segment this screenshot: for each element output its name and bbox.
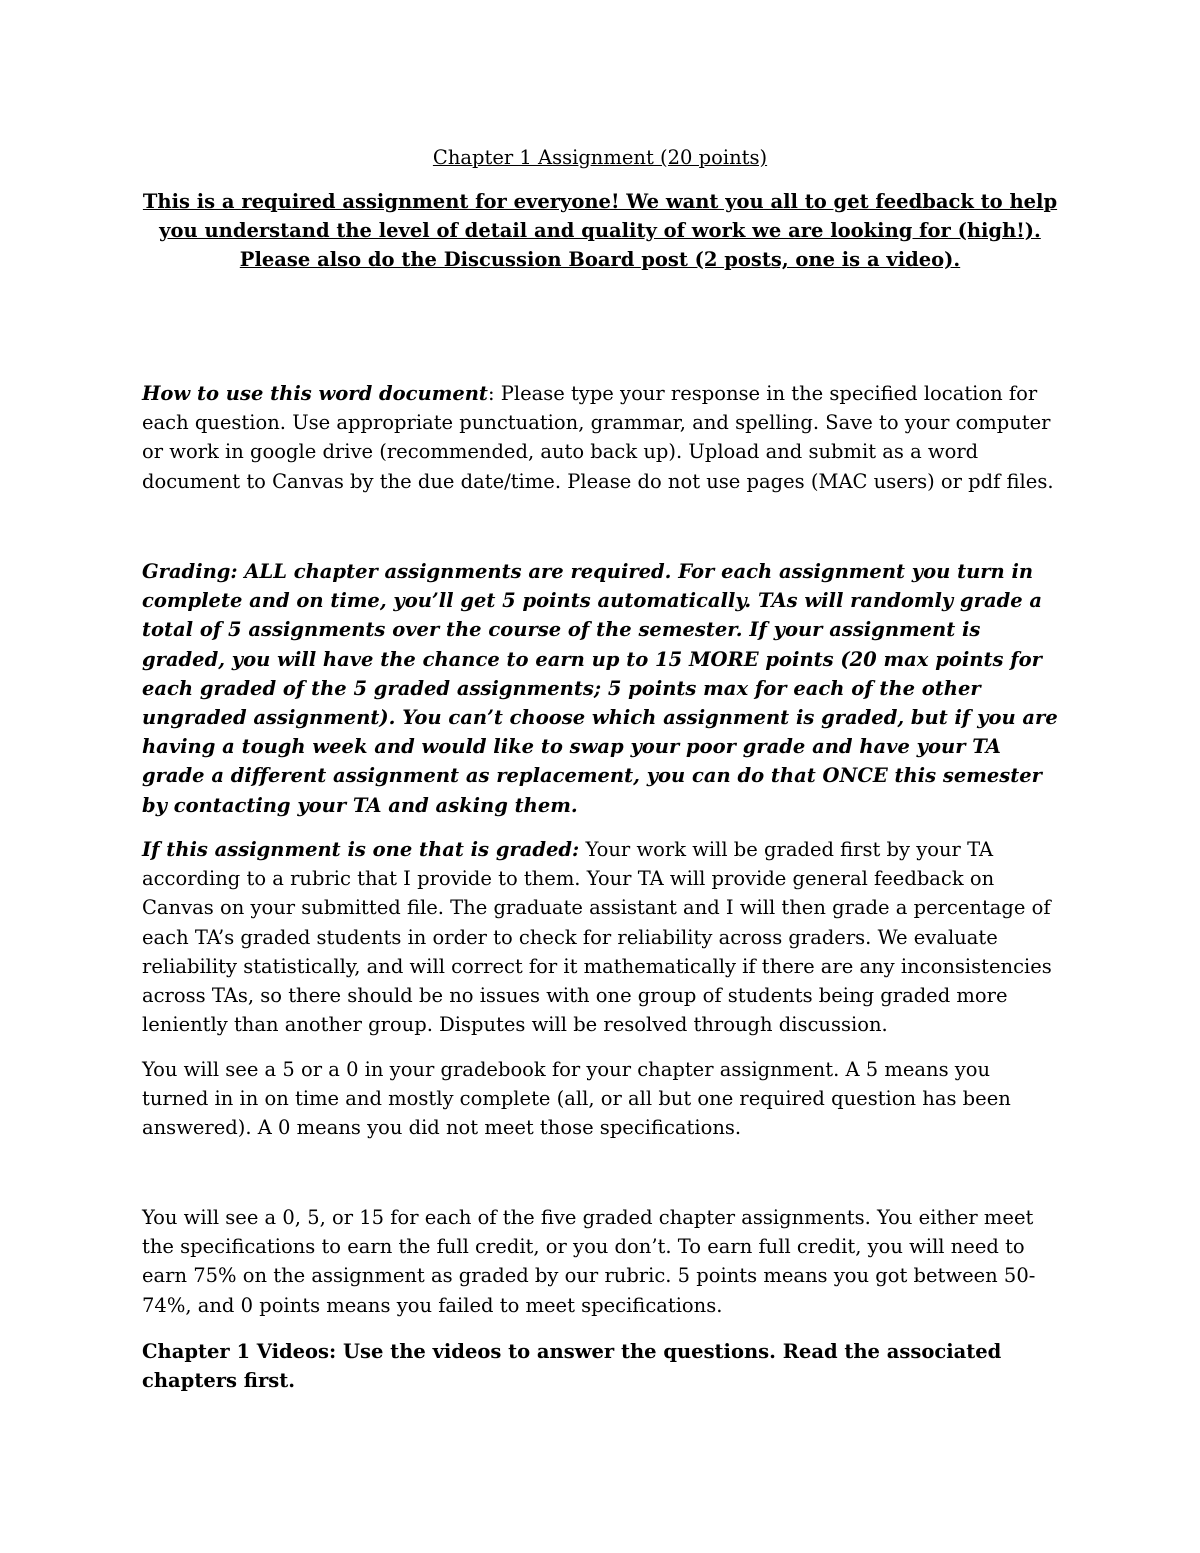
graded-chapters-paragraph: You will see a 0, 5, or 15 for each of the five graded chapter assignments. You either meet the specifications to earn the full credit, or you don’t. To earn full credit, you will need to earn 75% on the assignment as graded by our rubric. 5 points means you got between 50-74%, and 0 points means you failed to meet specifications. [142,1206,1036,1317]
if-graded-text: Your work will be graded first by your TA according to a rubric that I provide to them. Your TA will provide general feedback on Canvas on your submitted file. The graduate assistant and I will then grade a percentage of each TA’s graded students in order to check for reliability across graders. We evaluate reliability statistically, and will correct for it mathematically if there are any inconsistencies across TAs, so there should be no issues with one group of students being graded more leniently than another group. Disputes will be resolved through discussion. [142,838,1052,1037]
required-assignment-notice: This is a required assignment for everyone! We want you all to get feedback to help you understand the level of detail and quality of work we are looking for (high!). Please also do the Discussion Board post (2 posts, one is a video). [142,190,1058,271]
document-title: Chapter 1 Assignment (20 points) [432,146,768,169]
if-graded-paragraph [142,835,1060,1039]
if-graded-label: If this assignment is one that is graded: [142,838,580,861]
how-to-paragraph [142,379,1060,496]
videos-heading: Chapter 1 Videos: Use the videos to answer the questions. Read the associated chapters first. [142,1340,1002,1393]
how-to-text: : Please type your response in the specified location for each question. Use appropriate punctuation, grammar, and spelling. Save to your computer or work in google drive (recommended, auto back up). Upload and submit as a word document to Canvas by the due date/time. Please do not use pages (MAC users) or pdf files. [142,382,1054,493]
grading-paragraph: Grading: ALL chapter assignments are required. For each assignment you turn in complete and on time, you’ll get 5 points automatically. TAs will randomly grade a total of 5 assignments over the course of the semester. If your assignment is graded, you will have the chance to earn up to 15 MORE points (20 max points for each graded of the 5 graded assignments; 5 points max for each of the other ungraded assignment). You can’t choose which assignment is graded, but if you are having a tough week and would like to swap your poor grade and have your TA grade a different assignment as replacement, you can do that ONCE this semester by contacting your TA and asking them. [142,560,1058,817]
how-to-label: How to use this word document [142,382,488,405]
gradebook-paragraph: You will see a 5 or a 0 in your gradebook for your chapter assignment. A 5 means you turned in in on time and mostly complete (all, or all but one required question has been answered). A 0 means you did not meet those specifications. [142,1058,1011,1140]
